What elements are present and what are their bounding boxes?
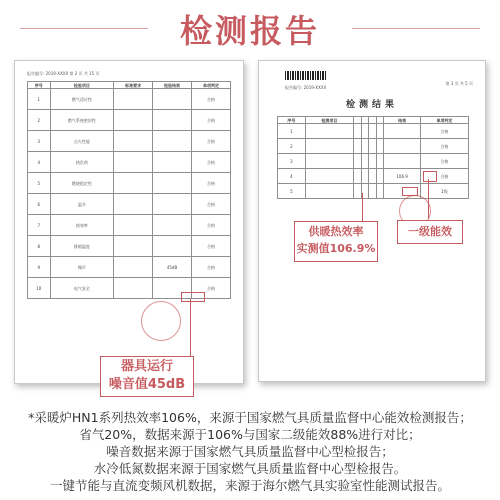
table-cell: 5 bbox=[278, 184, 306, 199]
table-cell bbox=[376, 169, 384, 184]
table-cell: 合格 bbox=[192, 194, 231, 215]
table-cell bbox=[384, 139, 421, 154]
table-cell: 2 bbox=[278, 139, 306, 154]
table-cell bbox=[114, 215, 153, 236]
table-cell: 10 bbox=[28, 278, 51, 299]
table-cell bbox=[114, 257, 153, 278]
table-cell: 1级 bbox=[420, 184, 468, 199]
right-report-title: 检测结果 bbox=[345, 100, 398, 110]
table-row bbox=[278, 169, 469, 184]
table-cell: 合格 bbox=[420, 124, 468, 139]
table-cell: 噪声 bbox=[50, 257, 114, 278]
table-row bbox=[28, 152, 231, 173]
table-cell bbox=[353, 154, 361, 169]
noise-callout-line2: 噪音值45dB bbox=[108, 377, 186, 392]
table-cell bbox=[369, 184, 377, 199]
left-report-header-cell: 序号 bbox=[28, 82, 51, 89]
table-cell: 燃烧稳定性 bbox=[50, 173, 114, 194]
table-row bbox=[278, 124, 469, 139]
table-cell bbox=[153, 89, 192, 110]
table-cell bbox=[384, 124, 421, 139]
table-cell: 电气安全 bbox=[50, 278, 114, 299]
table-cell bbox=[361, 124, 369, 139]
footnote-line: 噪音数据来源于国家燃气具质量监督中心型检报告； bbox=[106, 444, 394, 459]
table-cell: 2 bbox=[28, 110, 51, 131]
left-report-header-cell: 检验项目 bbox=[50, 82, 114, 89]
table-cell bbox=[114, 236, 153, 257]
table-cell: 1 bbox=[28, 89, 51, 110]
right-report-header-cell: 检测项目 bbox=[305, 117, 353, 124]
noise-callout bbox=[100, 356, 194, 397]
table-cell: 热效率 bbox=[50, 215, 114, 236]
efficiency-callout bbox=[294, 221, 378, 262]
table-cell: 合格 bbox=[420, 154, 468, 169]
noise-callout-line1: 器具运行 bbox=[120, 359, 173, 374]
footnote-line: 省气20%，数据来源于106%与国家二级能效88%进行对比； bbox=[79, 427, 421, 442]
table-cell: 3 bbox=[278, 154, 306, 169]
table-cell: 燃气系统密封性 bbox=[50, 110, 114, 131]
table-cell: 6 bbox=[28, 194, 51, 215]
left-report-header-cell: 单项判定 bbox=[192, 82, 231, 89]
left-report-header-cell: 标准要求 bbox=[114, 82, 153, 89]
table-cell: 合格 bbox=[192, 278, 231, 299]
table-cell: 合格 bbox=[192, 110, 231, 131]
table-cell: 合格 bbox=[420, 169, 468, 184]
table-cell: 1 bbox=[278, 124, 306, 139]
table-cell bbox=[369, 124, 377, 139]
right-report-header-cell bbox=[361, 117, 369, 124]
table-row bbox=[28, 236, 231, 257]
table-row bbox=[28, 131, 231, 152]
table-cell bbox=[369, 154, 377, 169]
table-cell bbox=[353, 139, 361, 154]
table-cell: 合格 bbox=[420, 139, 468, 154]
left-report-document bbox=[14, 60, 244, 384]
table-cell bbox=[369, 169, 377, 184]
right-report-header-cell: 单项判定 bbox=[420, 117, 468, 124]
table-cell: 合格 bbox=[192, 257, 231, 278]
table-cell: 燃气适应性 bbox=[50, 89, 114, 110]
right-report-header-cell bbox=[369, 117, 377, 124]
table-row bbox=[28, 173, 231, 194]
table-cell: 106.9 bbox=[384, 169, 421, 184]
table-cell bbox=[305, 154, 353, 169]
table-cell bbox=[153, 131, 192, 152]
table-cell: 点火性能 bbox=[50, 131, 114, 152]
table-cell bbox=[153, 194, 192, 215]
table-cell: 合格 bbox=[192, 152, 231, 173]
leader-noise bbox=[190, 299, 191, 357]
table-row bbox=[278, 184, 469, 199]
table-cell: 排烟温度 bbox=[50, 236, 114, 257]
table-cell: 5 bbox=[28, 173, 51, 194]
table-cell: 合格 bbox=[192, 173, 231, 194]
right-report-header-cell: 序号 bbox=[278, 117, 306, 124]
footnote-line: 水冷低氮数据来源于国家燃气具质量监督中心型检报告。 bbox=[93, 461, 407, 476]
footnotes bbox=[0, 409, 500, 494]
table-cell: 合格 bbox=[192, 215, 231, 236]
table-cell bbox=[114, 173, 153, 194]
table-cell: 8 bbox=[28, 236, 51, 257]
table-cell bbox=[376, 184, 384, 199]
table-cell: 热负荷 bbox=[50, 152, 114, 173]
table-cell bbox=[153, 110, 192, 131]
table-cell bbox=[114, 110, 153, 131]
left-report-table bbox=[27, 81, 231, 299]
table-row bbox=[278, 139, 469, 154]
table-row bbox=[28, 110, 231, 131]
table-cell: 4 bbox=[278, 169, 306, 184]
table-cell: 合格 bbox=[192, 131, 231, 152]
table-cell bbox=[114, 194, 153, 215]
table-cell bbox=[369, 139, 377, 154]
table-cell: 合格 bbox=[192, 236, 231, 257]
page-title: 检测报告 bbox=[179, 12, 320, 50]
table-cell: 7 bbox=[28, 215, 51, 236]
right-report-table bbox=[277, 116, 469, 199]
table-cell bbox=[353, 184, 361, 199]
table-cell: 3 bbox=[28, 131, 51, 152]
official-stamp bbox=[141, 301, 181, 341]
table-cell: 4 bbox=[28, 152, 51, 173]
left-report-header: 报告编号: 2019-XXXX 第 2 页 共 15 页 bbox=[27, 71, 100, 76]
table-cell bbox=[153, 173, 192, 194]
right-report-header-left: 报告编号: 2019-XXXX bbox=[285, 85, 327, 90]
noise-value-highlight bbox=[181, 292, 205, 302]
footnote-line: *采暖炉HN1系列热效率106%，来源于国家燃气具质量监督中心能效检测报告； bbox=[28, 410, 472, 425]
table-cell bbox=[353, 124, 361, 139]
grade-callout: 一级能效 bbox=[397, 220, 463, 244]
efficiency-callout-line2: 实测值106.9% bbox=[296, 242, 376, 255]
footnote-line: 一键节能与直流变频风机数据，来源于海尔燃气具实验室性能测试报告。 bbox=[49, 478, 450, 493]
table-cell bbox=[376, 154, 384, 169]
table-row bbox=[278, 154, 469, 169]
efficiency-callout-line1: 供暖热效率 bbox=[308, 225, 364, 238]
table-cell bbox=[114, 89, 153, 110]
left-report-header-cell: 检验结果 bbox=[153, 82, 192, 89]
table-row bbox=[28, 257, 231, 278]
table-cell bbox=[384, 154, 421, 169]
table-cell bbox=[305, 169, 353, 184]
table-row bbox=[28, 215, 231, 236]
table-cell bbox=[361, 169, 369, 184]
right-report-header-cell bbox=[376, 117, 384, 124]
table-cell bbox=[376, 124, 384, 139]
table-cell bbox=[305, 139, 353, 154]
table-cell bbox=[114, 131, 153, 152]
leader-grade bbox=[428, 179, 429, 219]
table-cell bbox=[361, 154, 369, 169]
table-cell bbox=[114, 278, 153, 299]
table-cell bbox=[361, 139, 369, 154]
table-cell bbox=[305, 124, 353, 139]
right-report-header-cell: 结果 bbox=[384, 117, 421, 124]
right-report-header-cell bbox=[353, 117, 361, 124]
table-cell bbox=[376, 139, 384, 154]
table-cell bbox=[114, 152, 153, 173]
table-row bbox=[28, 194, 231, 215]
table-cell bbox=[153, 215, 192, 236]
table-cell bbox=[305, 184, 353, 199]
table-row bbox=[28, 89, 231, 110]
right-report-header-right: 第 3 页 共 5 页 bbox=[445, 81, 473, 86]
table-cell: 温升 bbox=[50, 194, 114, 215]
table-cell: 45dB bbox=[153, 257, 192, 278]
leader-efficiency bbox=[362, 193, 363, 221]
table-cell bbox=[353, 169, 361, 184]
table-cell bbox=[153, 152, 192, 173]
grade-value-highlight bbox=[423, 171, 437, 182]
barcode-icon bbox=[285, 71, 327, 80]
table-cell: 合格 bbox=[192, 89, 231, 110]
table-cell: 9 bbox=[28, 257, 51, 278]
table-cell bbox=[153, 236, 192, 257]
